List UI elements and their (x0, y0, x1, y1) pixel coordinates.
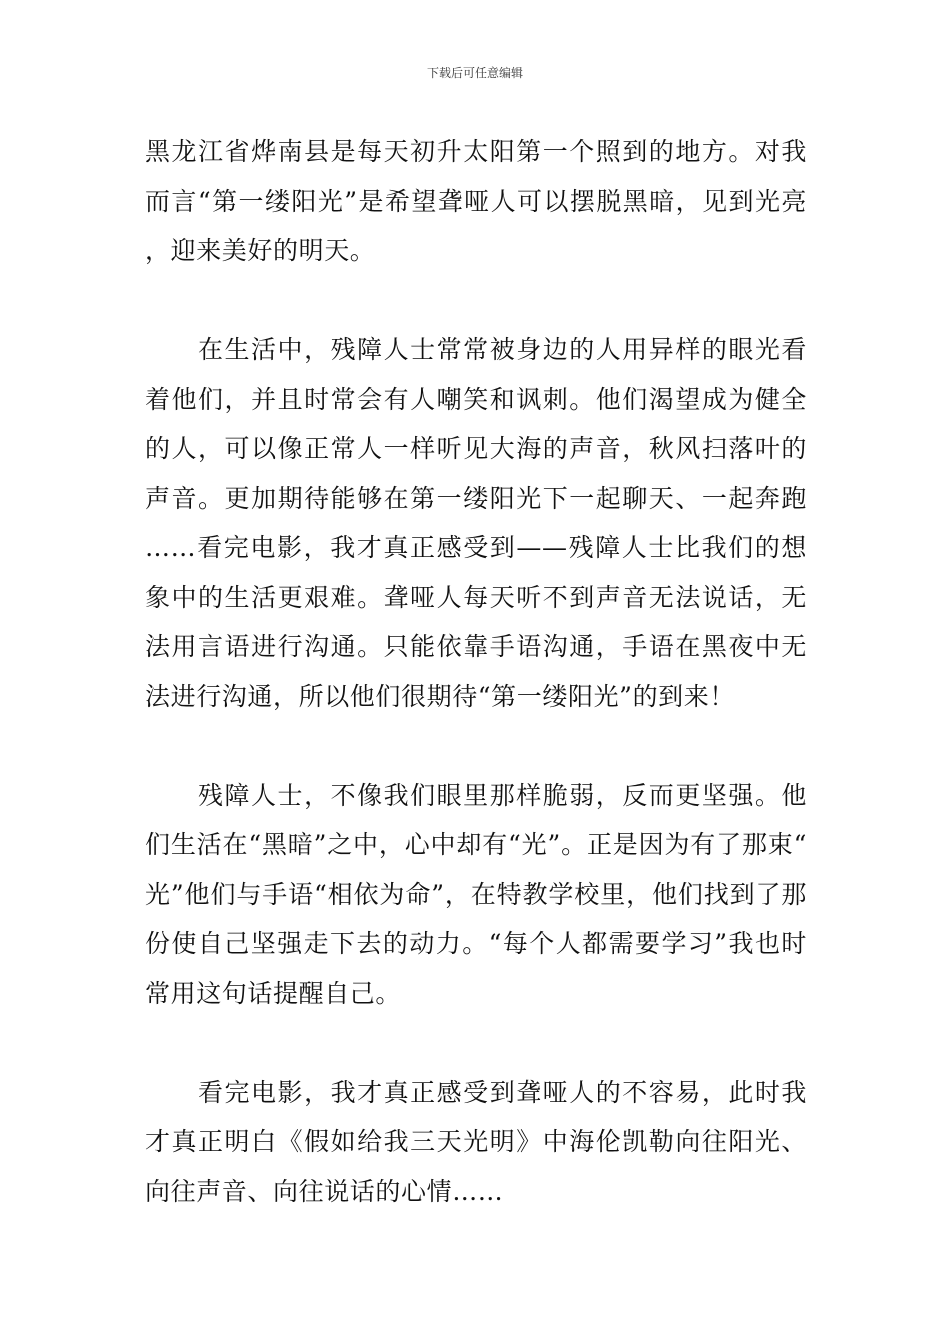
document-body (145, 127, 807, 1216)
page-header: 下载后可任意编辑 (426, 66, 523, 80)
paragraph-4: 看完电影，我才真正感受到聋哑人的不容易，此时我才真正明白《假如给我三天光明》中海伦凯勒向往阳光、向往声音、向往说话的心情…… (145, 1077, 807, 1206)
paragraph-1: 黑龙江省烨南县是每天初升太阳第一个照到的地方。对我而言“第一缕阳光”是希望聋哑人可以摆脱黑暗，见到光亮，迎来美好的明天。 (145, 137, 807, 265)
paragraph-2: 在生活中，残障人士常常被身边的人用异样的眼光看着他们，并且时常会有人嘲笑和讽刺。他们渴望成为健全的人，可以像正常人一样听见大海的声音，秋风扫落叶的声音。更加期待能够在第一缕阳光下一起聊天、一起奔跑……看完电影，我才真正感受到——残障人士比我们的想象中的生活更艰难。聋哑人每天听不到声音无法说话，无法用言语进行沟通。只能依靠手语沟通，手语在黑夜中无法进行沟通，所以他们很期待“第一缕阳光”的到来！ (145, 335, 807, 711)
paragraph-3: 残障人士，不像我们眼里那样脆弱，反而更坚强。他们生活在“黑暗”之中，心中却有“光”。正是因为有了那束“光”他们与手语“相依为命”，在特教学校里，他们找到了那份使自己坚强走下去的动力。“每个人都需要学习”我也时常用这句话提醒自己。 (145, 780, 807, 1008)
